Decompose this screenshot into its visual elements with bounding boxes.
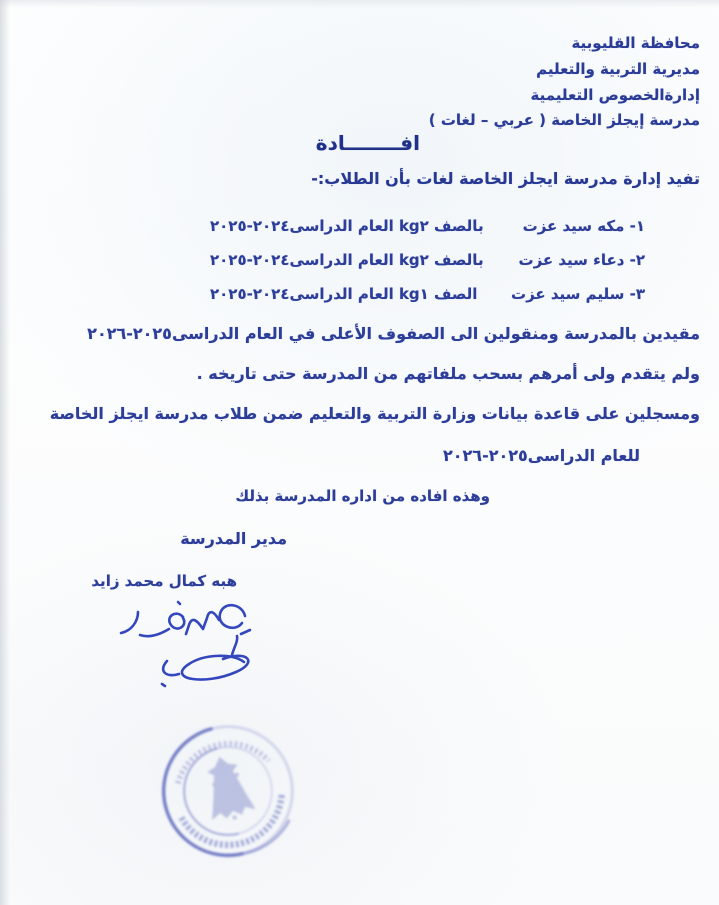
- signature-scribble: [82, 592, 257, 696]
- intro-sentence: تفيد إدارة مدرسة ايجلز الخاصة لغات بأن الطلاب:-: [311, 169, 700, 188]
- document-title: افــــــــادة: [315, 131, 420, 155]
- header-directorate: مديرية التربية والتعليم: [536, 60, 700, 78]
- header-governorate: محافظة القليوبية: [571, 34, 700, 52]
- student-class-details: الصف kg١ العام الدراسى٢٠٢٤-٢٠٢٥: [210, 285, 478, 303]
- student-row: [210, 251, 645, 269]
- paragraph-enrollment: مقيدين بالمدرسة ومنقولين الى الصفوف الأعلى في العام الدراسى٢٠٢٥-٢٠٢٦: [87, 324, 700, 343]
- student-class-details: بالصف kg٢ العام الدراسى٢٠٢٤-٢٠٢٥: [210, 217, 484, 235]
- student-name: ٣- سليم سيد عزت: [511, 285, 645, 303]
- principal-role-label: مدير المدرسة: [180, 529, 287, 548]
- paragraph-closing: وهذه افاده من اداره المدرسة بذلك: [235, 487, 490, 505]
- student-name: ١- مكه سيد عزت: [522, 217, 645, 235]
- paragraph-files: ولم يتقدم ولى أمرهم بسحب ملفاتهم من المدرسة حتى تاريخه .: [196, 364, 700, 383]
- header-administration: إدارةالخصوص التعليمية: [530, 86, 700, 104]
- student-class-details: بالصف kg٢ العام الدراسى٢٠٢٤-٢٠٢٥: [210, 251, 484, 269]
- student-row: [210, 285, 645, 303]
- student-row: [210, 217, 645, 235]
- school-stamp: [150, 711, 306, 871]
- principal-name: هبه كمال محمد زايد: [91, 572, 237, 590]
- paragraph-academic-year: للعام الدراسى٢٠٢٥-٢٠٢٦: [443, 446, 640, 465]
- student-name: ٢- دعاء سيد عزت: [518, 251, 645, 269]
- header-school-name: مدرسة إيجلز الخاصة ( عربي – لغات ): [428, 111, 700, 129]
- eagle-emblem-icon: [198, 752, 257, 825]
- paragraph-ministry-db: ومسجلين على قاعدة بيانات وزارة التربية والتعليم ضمن طلاب مدرسة ايجلز الخاصة: [49, 404, 700, 423]
